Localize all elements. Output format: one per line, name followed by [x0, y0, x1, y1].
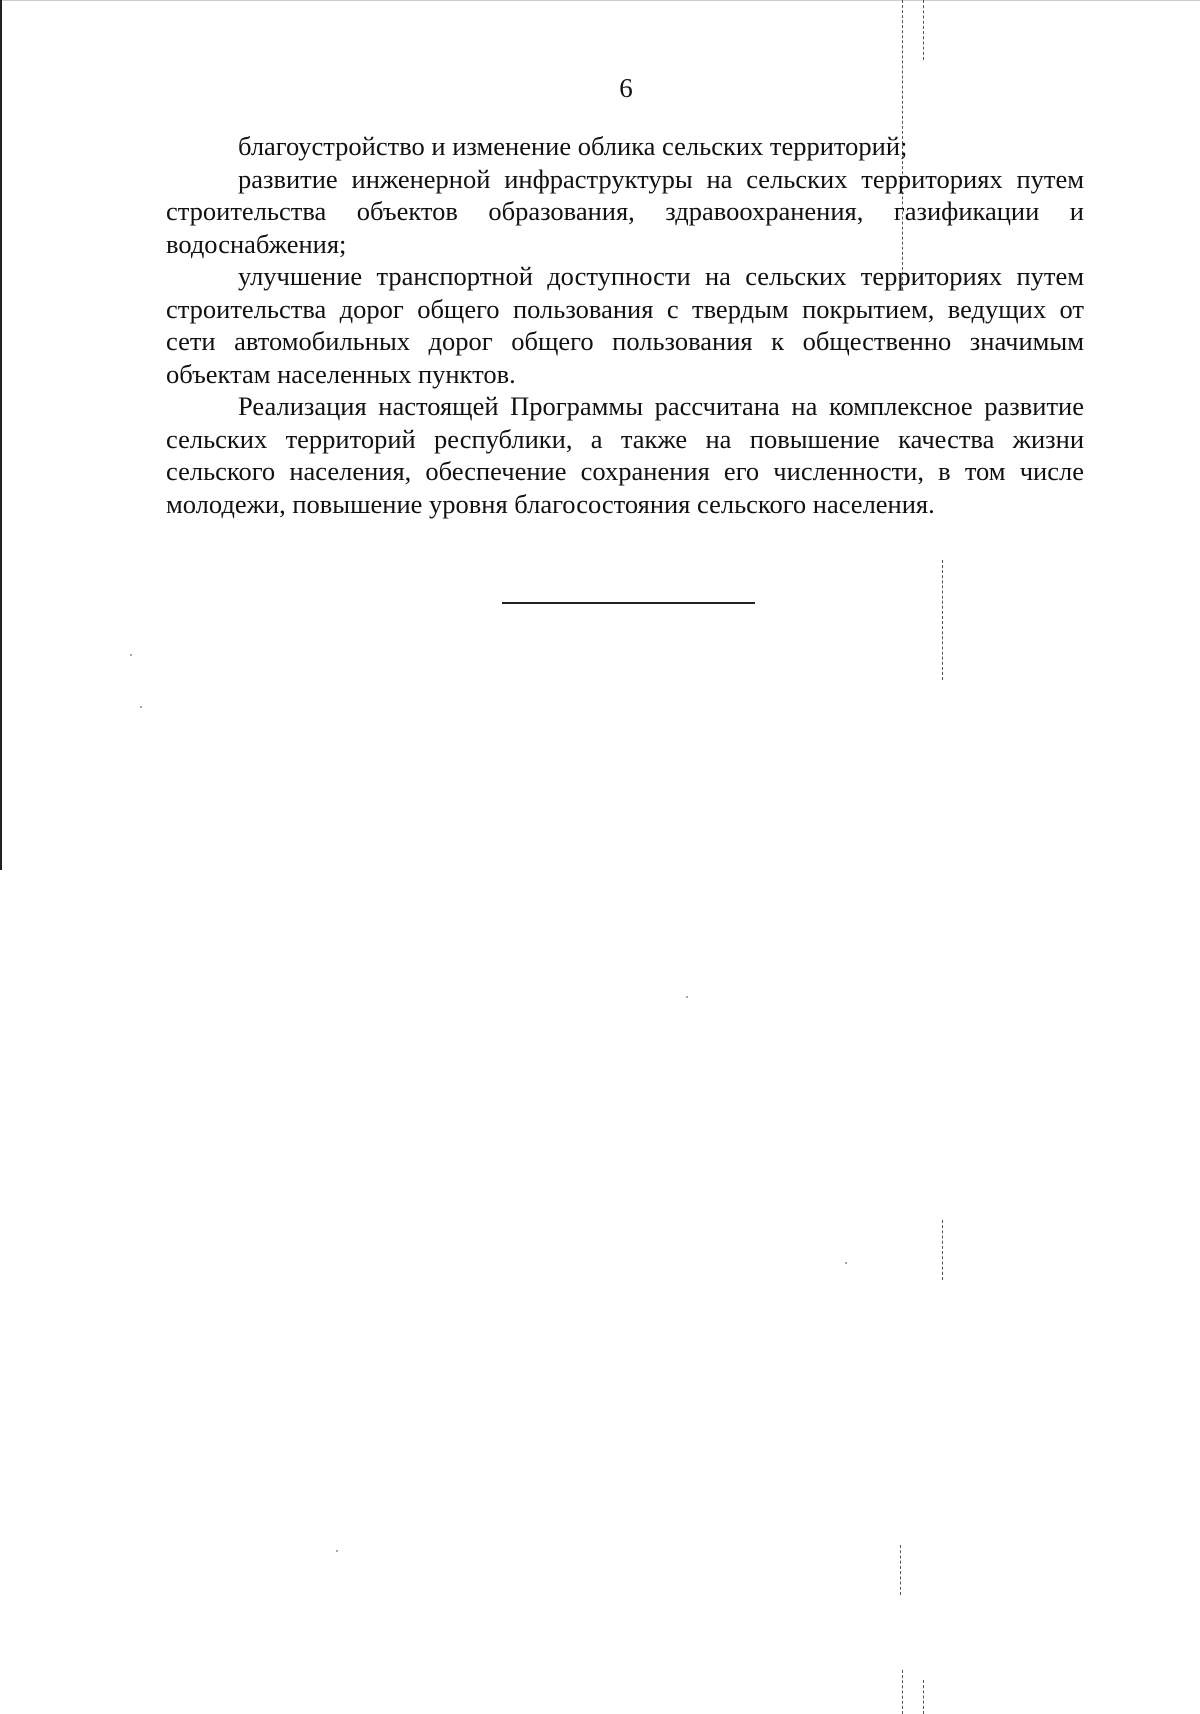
end-of-text-rule	[502, 602, 755, 604]
scan-edge-left	[0, 0, 2, 870]
paragraph: благоустройство и изменение облика сельских территорий;	[238, 131, 908, 161]
scan-edge-top	[0, 0, 1200, 1]
body-text	[166, 130, 1084, 520]
scan-dust	[336, 1550, 338, 1552]
scan-artifact-line	[902, 1670, 904, 1714]
scan-artifact-line	[923, 0, 925, 60]
scan-artifact-line	[900, 1545, 902, 1595]
scan-dust	[130, 654, 132, 656]
scan-dust	[845, 1262, 847, 1264]
page-number: 6	[619, 73, 633, 103]
scan-artifact-line	[942, 1220, 944, 1280]
paragraph: улучшение транспортной доступности на сельских территориях путем строительства дорог общего пользования с твердым покрытием, ведущих от сети автомобильных дорог общего пользования к общественно значимым объектам населенных пунктов.	[166, 261, 1084, 389]
scan-dust	[686, 996, 688, 998]
scan-artifact-line	[942, 560, 944, 680]
scan-dust	[140, 706, 142, 708]
scan-artifact-line	[923, 1680, 925, 1714]
paragraph: Реализация настоящей Программы рассчитана на комплексное развитие сельских территорий республики, а также на повышение качества жизни сельского населения, обеспечение сохранения его численности, в том числе молодежи, повышение уровня благосостояния сельского населения.	[166, 391, 1084, 519]
paragraph: развитие инженерной инфраструктуры на сельских территориях путем строительства объектов образования, здравоохранения, газификации и водоснабжения;	[166, 163, 1084, 259]
